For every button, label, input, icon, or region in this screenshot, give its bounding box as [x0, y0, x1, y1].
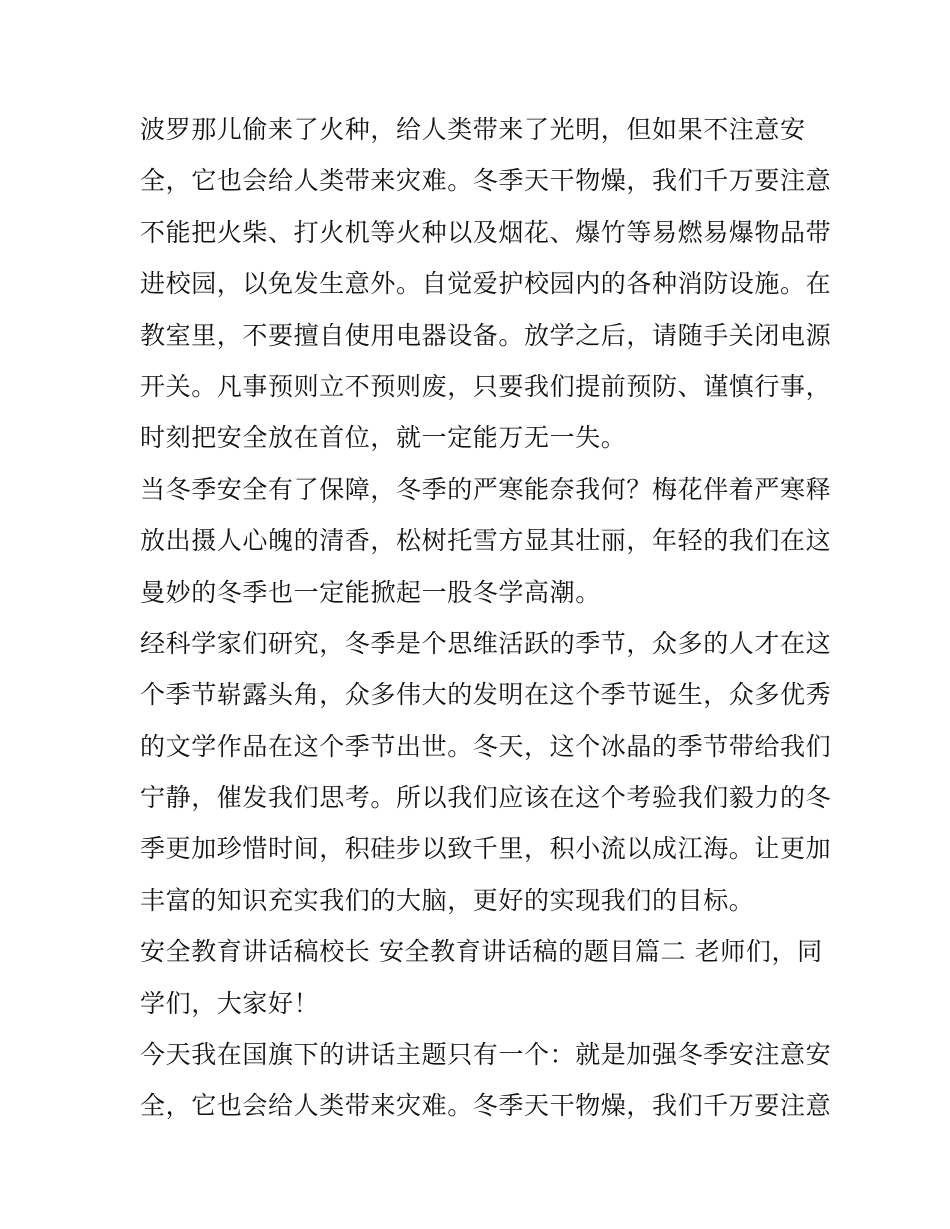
- text-line: 季更加珍惜时间，积硅步以致千里，积小流以成江海。让更加: [140, 834, 832, 864]
- text-line: 个季节崭露头角，众多伟大的发明在这个季节诞生，众多优秀: [140, 680, 832, 710]
- text-line: 全，它也会给人类带来灾难。冬季天干物燥，我们千万要注意: [140, 166, 832, 196]
- text-line: 安全教育讲话稿校长 安全教育讲话稿的题目篇二 老师们，同: [140, 937, 823, 967]
- text-line: 教室里，不要擅自使用电器设备。放学之后，请随手关闭电源: [140, 320, 832, 350]
- text-line: 全，它也会给人类带来灾难。冬季天干物燥，我们千万要注意: [140, 1091, 832, 1121]
- text-line: 放出摄人心魄的清香，松树托雪方显其壮丽，年轻的我们在这: [140, 526, 832, 556]
- text-line: 不能把火柴、打火机等火种以及烟花、爆竹等易燃易爆物品带: [140, 217, 832, 247]
- text-line: 学们，大家好！: [140, 988, 320, 1018]
- text-line: 时刻把安全放在首位，就一定能万无一失。: [140, 423, 627, 453]
- body-text: [140, 104, 832, 1132]
- text-line: 波罗那儿偷来了火种，给人类带来了光明，但如果不注意安: [140, 115, 806, 144]
- text-line: 今天我在国旗下的讲话主题只有一个：就是加强冬季安注意安: [140, 1040, 832, 1070]
- text-line: 宁静，催发我们思考。所以我们应该在这个考验我们毅力的冬: [140, 783, 832, 813]
- text-line: 经科学家们研究，冬季是个思维活跃的季节，众多的人才在这: [140, 628, 832, 658]
- text-line: 进校园，以免发生意外。自觉爱护校园内的各种消防设施。在: [140, 269, 832, 299]
- text-line: 当冬季安全有了保障，冬季的严寒能奈我何？梅花伴着严寒释: [140, 474, 832, 504]
- text-line: 的文学作品在这个季节出世。冬天，这个冰晶的季节带给我们: [140, 731, 832, 761]
- text-line: 开关。凡事预则立不预则废，只要我们提前预防、谨慎行事，: [140, 371, 832, 401]
- text-line: 曼妙的冬季也一定能掀起一股冬学高潮。: [140, 577, 601, 607]
- text-line: 丰富的知识充实我们的大脑，更好的实现我们的目标。: [140, 885, 755, 915]
